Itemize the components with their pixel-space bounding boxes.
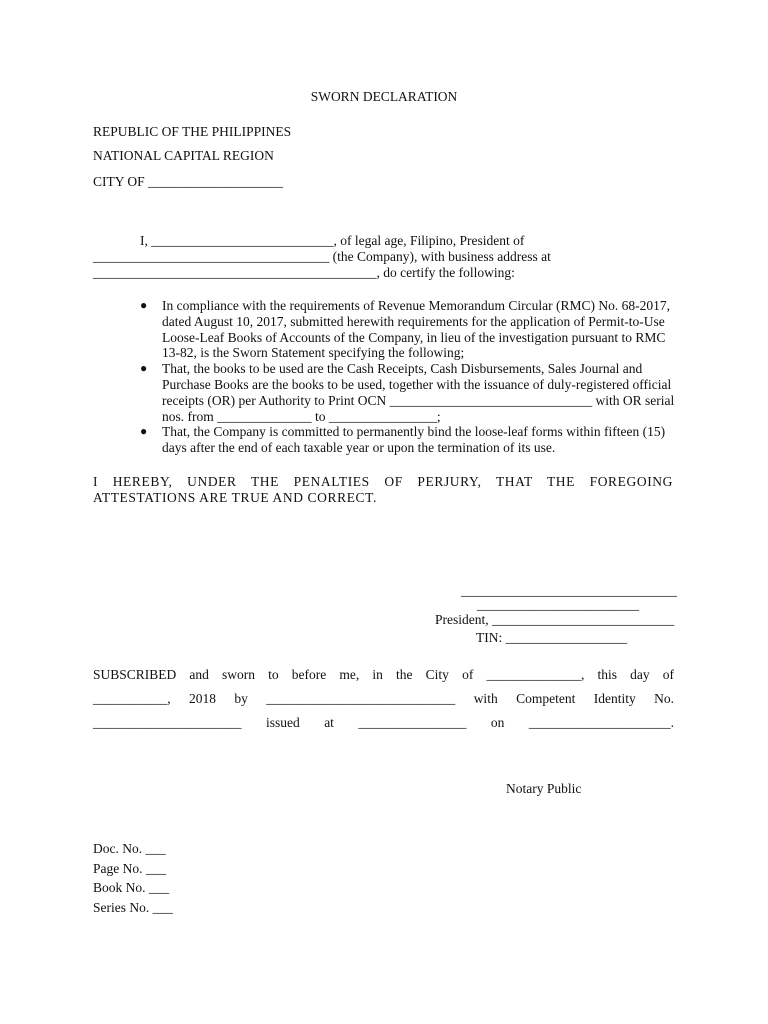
subscribed-word: issued — [265, 715, 300, 730]
intro-line-1: I, ___________________________, of legal age, Filipino, President of — [140, 233, 525, 248]
subscribed-word: in — [372, 667, 383, 682]
subscribed-word: ________________ — [358, 715, 467, 730]
bullet-text: That, the Company is committed to permanently bind the loose-leaf forms within fifteen (15) days after the end of each taxable year or upon the termination of its use. — [162, 424, 666, 456]
doc-number: Doc. No. ___ — [93, 841, 166, 856]
header-city: CITY OF ____________________ — [93, 174, 284, 189]
subscribed-word: and — [189, 667, 209, 682]
subscribed-word: the — [396, 667, 413, 682]
notary-public-label: Notary Public — [506, 781, 582, 796]
bullet-text: That, the books to be used are the Cash Receipts, Cash Disbursements, Sales Journal and Purchase Books are the books to be used, together with the issuance of duly-registered official receipts (OR) per Authority to Print OCN ______________________________ with OR serial nos. from ______________ to ________________; — [162, 361, 675, 424]
subscribed-word: before — [291, 667, 327, 682]
subscribed-row-1 — [93, 663, 674, 687]
subscribed-word: ______________________ — [93, 715, 242, 730]
subscribed-word: ____________________________ — [266, 691, 456, 706]
series-number: Series No. ___ — [93, 900, 173, 915]
subscribed-word: ______________, — [486, 667, 585, 682]
bullet-icon: ● — [140, 361, 148, 376]
subscribed-word: Competent — [516, 691, 576, 706]
signature-line: ________________________________ — [461, 583, 677, 598]
subscribed-word: with — [473, 691, 498, 706]
subscribed-word: me, — [339, 667, 360, 682]
bullet-list — [140, 298, 675, 456]
tin-field: TIN: __________________ — [476, 630, 628, 645]
subscribed-word: of — [462, 667, 474, 682]
subscribed-word: Identity — [593, 691, 636, 706]
subscribed-word: on — [490, 715, 505, 730]
subscribed-row-2 — [93, 687, 674, 711]
subscribed-word: to — [268, 667, 279, 682]
subscribed-row-3 — [93, 711, 674, 735]
subscribed-word: 2018 — [189, 691, 217, 706]
subscribed-word: this — [597, 667, 617, 682]
subscribed-word: of — [662, 667, 674, 682]
list-item — [140, 424, 675, 456]
bullet-icon: ● — [140, 298, 148, 312]
bullet-text: In compliance with the requirements of Revenue Memorandum Circular (RMC) No. 68-2017, dated August 10, 2017, submitted herewith requirements for the application of Permit-to-Use Loose-Leaf Books of Accounts of the Company, in lieu of the investigation pursuant to RMC 13-82, is the Sworn Statement specifying the following; — [162, 298, 670, 361]
subscribed-word: at — [324, 715, 334, 730]
intro-line-2: ___________________________________ (the Company), with business address at — [93, 249, 551, 264]
subscribed-word: No. — [654, 691, 674, 706]
subscribed-word: sworn — [222, 667, 256, 682]
subscribed-word: by — [234, 691, 248, 706]
list-item — [140, 298, 675, 361]
document-title: SWORN DECLARATION — [310, 89, 458, 104]
subscribed-word: _____________________. — [528, 715, 674, 730]
signature-name-line: ________________________ — [477, 597, 639, 612]
president-field: President, ___________________________ — [435, 612, 675, 627]
subscribed-word: ___________, — [93, 691, 171, 706]
header-region: NATIONAL CAPITAL REGION — [93, 148, 274, 163]
attestation-statement: I HEREBY, UNDER THE PENALTIES OF PERJURY, THAT THE FOREGOING ATTESTATIONS ARE TRUE AND CORRECT. — [93, 474, 673, 505]
book-number: Book No. ___ — [93, 880, 170, 895]
intro-line-3: __________________________________________, do certify the following: — [93, 265, 515, 280]
page-number: Page No. ___ — [93, 861, 167, 876]
list-item — [140, 361, 675, 424]
subscribed-word: day — [630, 667, 650, 682]
subscribed-word: SUBSCRIBED — [93, 667, 177, 682]
header-republic: REPUBLIC OF THE PHILIPPINES — [93, 124, 292, 139]
subscribed-word: City — [425, 667, 449, 682]
bullet-icon: ● — [140, 424, 148, 439]
